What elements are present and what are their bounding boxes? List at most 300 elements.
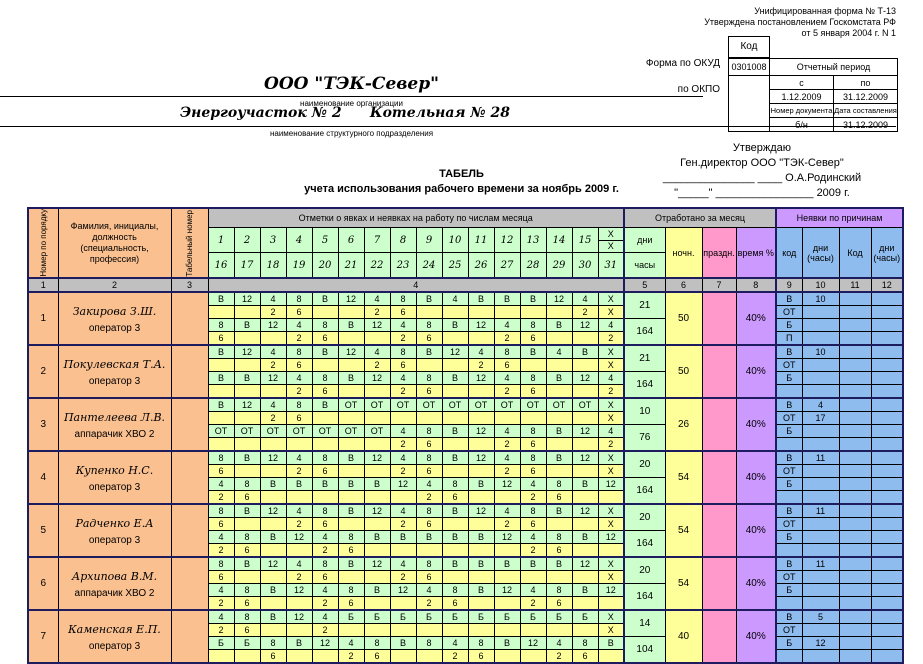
day-cell: В [286,478,312,491]
day-cell: 8 [520,504,546,518]
day-cell: В [312,292,338,306]
day-subcell [520,359,546,372]
hours-total: 76 [624,425,665,452]
absence-code2 [839,624,871,637]
day-cell: В [338,478,364,491]
day-cell: В [520,292,546,306]
day-subcell: 6 [416,571,442,584]
timesheet-table [27,207,904,664]
approve-line: _______________ ____ О.А.Родинский [662,172,862,184]
day-cell: ОТ [338,425,364,438]
absence-code: Б [776,637,802,650]
day-cell: В [520,557,546,571]
day-cell: 12 [286,610,312,624]
day-cell: В [234,372,260,385]
day-header: 7 [364,228,390,253]
period-from: 1.12.2009 [770,90,834,104]
day-subcell [442,544,468,558]
day-cell: ОТ [468,398,494,412]
day-cell: 8 [286,292,312,306]
absence-code2 [839,332,871,346]
day-cell: В [494,557,520,571]
absence-code: Б [776,584,802,597]
row-number: 5 [28,504,58,557]
day-subcell [546,332,572,346]
day-subcell [468,491,494,505]
unified-form-line: Унифицированная форма № Т-13 [754,6,896,16]
absence-days [802,650,839,664]
day-cell: ОТ [338,398,364,412]
absence-days2 [871,557,903,571]
day-subcell: 6 [312,385,338,399]
day-subcell: 2 [390,438,416,452]
day-cell: 8 [234,531,260,544]
day-cell: 8 [312,451,338,465]
day-cell: 12 [312,637,338,650]
day-header: 12 [494,228,520,253]
day-cell: 8 [416,425,442,438]
day-subcell [208,359,234,372]
day-subcell [572,571,598,584]
day-subcell [546,438,572,452]
day-cell: ОТ [546,398,572,412]
day-subcell: 6 [520,438,546,452]
day-subcell [364,597,390,611]
day-subcell: 2 [598,385,624,399]
approve-line: Утверждаю [732,142,792,154]
day-subcell: 2 [494,332,520,346]
day-header: 14 [546,228,572,253]
day-cell: В [572,345,598,359]
day-subcell: 2 [208,544,234,558]
day-cell: 4 [494,425,520,438]
absence-code: Б [776,425,802,438]
row-number: 4 [28,451,58,504]
day-cell: В [208,292,234,306]
day-subcell [572,412,598,425]
row-number: 7 [28,610,58,663]
absence-days2 [871,451,903,465]
row-number: 3 [28,398,58,451]
day-subcell [546,624,572,637]
x-mark: X [599,229,624,241]
day-subcell [468,438,494,452]
day-subcell [364,624,390,637]
day-subcell: 6 [208,332,234,346]
day-subcell: 6 [390,306,416,319]
day-cell: В [468,478,494,491]
report-period-label: Отчетный период [770,59,898,76]
col-header-holiday: праздн. [702,228,736,279]
holiday-hours [702,398,736,451]
form-title [27,167,896,197]
day-cell: 12 [260,557,286,571]
day-subcell: 6 [312,518,338,531]
absence-days2 [871,306,903,319]
absence-code2 [839,292,871,306]
day-cell: 12 [572,319,598,332]
period-to-label: по [834,76,898,90]
day-cell: 8 [312,504,338,518]
day-subcell [364,412,390,425]
col-header-code: код [776,228,802,279]
tab-number [171,345,208,398]
absence-code: ОТ [776,571,802,584]
day-subcell [468,332,494,346]
day-cell: Б [390,610,416,624]
day-cell: 12 [260,372,286,385]
absence-code2 [839,398,871,412]
day-cell: Б [546,610,572,624]
day-cell: 12 [260,451,286,465]
day-subcell: 2 [390,385,416,399]
day-subcell: 2 [520,491,546,505]
col-header-number-text: Номер по порядку [38,209,48,277]
day-header: 19 [286,253,312,279]
col-header-code2: Код [839,228,871,279]
division-caption: наименование структурного подразделения [269,129,434,138]
night-hours: 50 [665,345,702,398]
employee-name: Архипова В.М. [71,570,158,583]
time-percent: 40% [736,610,776,663]
day-subcell [260,571,286,584]
day-cell: 4 [494,504,520,518]
day-subcell [572,624,598,637]
day-cell: В [468,292,494,306]
day-cell: 4 [312,531,338,544]
day-subcell: 6 [338,597,364,611]
day-cell: В [416,292,442,306]
absence-code: В [776,398,802,412]
day-cell: 12 [468,504,494,518]
tab-number [171,610,208,663]
day-subcell [364,571,390,584]
day-cell: В [442,425,468,438]
absence-code2 [839,584,871,597]
day-subcell [364,332,390,346]
day-cell: 8 [468,637,494,650]
days-total: 21 [624,345,665,372]
day-subcell [312,491,338,505]
day-cell: В [234,504,260,518]
day-subcell [286,650,312,664]
day-subcell: 2 [442,650,468,664]
absence-code [776,650,802,664]
absence-code2 [839,637,871,650]
day-cell: 4 [390,372,416,385]
day-cell: Б [338,610,364,624]
day-subcell: 2 [364,306,390,319]
employee-position: аппарачик ХВО 2 [74,429,155,440]
absence-code2 [839,306,871,319]
day-cell: 12 [494,531,520,544]
employee-cell [58,504,171,557]
day-subcell: 6 [234,624,260,637]
days-total: 10 [624,398,665,425]
day-cell: Б [442,610,468,624]
day-cell: В [572,478,598,491]
day-cell: 8 [442,478,468,491]
day-cell: 12 [494,584,520,597]
group-header-worked: Отработано за месяц [624,208,776,228]
day-cell-x: X [598,557,624,571]
day-subcell [234,359,260,372]
day-subcell: 6 [364,650,390,664]
day-cell: 8 [234,610,260,624]
day-cell: 4 [468,345,494,359]
absence-days2 [871,478,903,491]
day-subcell: 6 [416,385,442,399]
doc-date: 31.12.2009 [834,118,898,132]
absence-code: ОТ [776,518,802,531]
day-subcell: 6 [312,571,338,584]
day-subcell [364,518,390,531]
unified-form-line: Утверждена постановлением Госкомстата РФ [704,17,896,27]
col-header-number [28,208,58,278]
day-subcell [416,306,442,319]
day-subcell [442,571,468,584]
day-header: 2 [234,228,260,253]
col-header-tabnum-text: Табельный номер [185,209,194,277]
day-subcell: 2 [208,624,234,637]
employee-cell [58,398,171,451]
day-subcell: 6 [208,465,234,478]
day-subcell [520,571,546,584]
day-subcell [442,306,468,319]
col-number: 11 [839,278,871,292]
day-subcell [598,491,624,505]
absence-code [776,385,802,399]
day-subcell [234,571,260,584]
day-subcell-x: X [598,571,624,584]
day-subcell: 6 [572,650,598,664]
col-number: 12 [871,278,903,292]
day-cell: 12 [442,345,468,359]
absence-days: 5 [802,610,839,624]
absence-days2 [871,385,903,399]
day-cell-x: X [598,610,624,624]
time-percent: 40% [736,398,776,451]
day-cell: В [442,531,468,544]
absence-days: 11 [802,557,839,571]
day-subcell [572,544,598,558]
day-subcell: 2 [312,624,338,637]
col-number: 3 [171,278,208,292]
day-cell: ОТ [234,425,260,438]
day-subcell: 6 [416,518,442,531]
day-subcell: 2 [260,359,286,372]
absence-code: ОТ [776,624,802,637]
absence-code2 [839,544,871,558]
day-subcell [286,597,312,611]
day-subcell: 2 [286,332,312,346]
days-total: 20 [624,557,665,584]
absence-days2 [871,597,903,611]
approve-line: "_____" ________________ 2009 г. [674,187,850,199]
tab-number [171,557,208,610]
day-subcell: 6 [520,385,546,399]
day-subcell [572,518,598,531]
day-subcell [364,491,390,505]
day-cell: 8 [234,478,260,491]
absence-code2 [839,610,871,624]
absence-code [776,438,802,452]
approve-line: Ген.директор ООО "ТЭК-Север" [680,157,844,169]
day-cell: 8 [494,345,520,359]
absence-days: 4 [802,398,839,412]
day-subcell: 6 [520,332,546,346]
absence-days [802,372,839,385]
day-cell: 8 [520,425,546,438]
day-cell: 4 [208,478,234,491]
day-cell: 8 [286,398,312,412]
day-subcell [468,385,494,399]
day-subcell: 6 [442,491,468,505]
day-subcell [468,624,494,637]
day-subcell: 2 [286,385,312,399]
day-subcell: 6 [546,544,572,558]
day-header: 1 [208,228,234,253]
day-subcell [260,438,286,452]
day-subcell: 2 [520,597,546,611]
day-subcell: 2 [312,544,338,558]
absence-days2 [871,624,903,637]
absence-code2 [839,478,871,491]
day-subcell: 2 [364,359,390,372]
day-subcell: 2 [520,544,546,558]
absence-days [802,359,839,372]
night-hours: 50 [665,292,702,345]
day-cell: 12 [572,451,598,465]
day-cell: 12 [338,292,364,306]
day-cell: 8 [208,504,234,518]
day-cell: 8 [416,504,442,518]
absence-days2 [871,610,903,624]
day-cell: 8 [312,372,338,385]
hours-total: 104 [624,637,665,664]
absence-code2 [839,345,871,359]
day-cell: 4 [338,637,364,650]
row-number: 1 [28,292,58,345]
day-cell: 8 [208,557,234,571]
day-subcell: 6 [338,544,364,558]
org-name-caption: наименование организации [300,99,403,108]
day-subcell [390,650,416,664]
day-cell: В [416,531,442,544]
day-header: 10 [442,228,468,253]
day-cell: 4 [520,531,546,544]
absence-days [802,332,839,346]
day-cell: 12 [468,372,494,385]
col-number: 5 [624,278,665,292]
days-total: 21 [624,292,665,319]
day-cell: 4 [494,372,520,385]
absence-code2 [839,504,871,518]
day-cell: 12 [260,319,286,332]
day-cell: 4 [520,478,546,491]
day-subcell: 6 [390,359,416,372]
day-cell: В [260,584,286,597]
day-subcell [338,624,364,637]
day-subcell [546,412,572,425]
day-cell: 12 [598,478,624,491]
employee-position: оператор 3 [88,323,141,334]
day-cell: Б [468,610,494,624]
day-header: 3 [260,228,286,253]
day-cell: В [390,637,416,650]
tab-number [171,398,208,451]
day-subcell [286,438,312,452]
day-cell: В [338,557,364,571]
doc-number: б/н [770,118,834,132]
days-total: 14 [624,610,665,637]
day-header: 22 [364,253,390,279]
holiday-hours [702,292,736,345]
day-cell: В [598,637,624,650]
day-subcell: 2 [546,650,572,664]
day-subcell [520,624,546,637]
day-cell: В [546,451,572,465]
absence-code2 [839,650,871,664]
employee-cell [58,345,171,398]
day-cell: 12 [260,504,286,518]
okud-label: Форма по ОКУД [645,58,720,69]
day-subcell: 6 [260,650,286,664]
day-cell: ОТ [520,398,546,412]
day-cell: В [312,398,338,412]
absence-days: 10 [802,345,839,359]
night-hours: 54 [665,504,702,557]
division-2: Котельная № 28 [369,105,510,121]
col-number: 1 [28,278,58,292]
day-cell: 8 [312,319,338,332]
day-subcell [312,438,338,452]
absence-days2 [871,584,903,597]
day-subcell: 2 [468,359,494,372]
day-subcell [208,438,234,452]
day-subcell [364,385,390,399]
day-subcell: 2 [286,571,312,584]
day-subcell [338,465,364,478]
employee-name: Радченко Е.А [75,517,154,530]
day-subcell: 2 [494,465,520,478]
absence-code2 [839,412,871,425]
day-subcell [598,544,624,558]
okpo-label: по ОКПО [677,84,720,95]
day-cell: 4 [312,584,338,597]
night-hours: 26 [665,398,702,451]
holiday-hours [702,504,736,557]
absence-days [802,518,839,531]
day-header: 21 [338,253,364,279]
day-cell: 12 [468,425,494,438]
day-cell: 4 [364,345,390,359]
day-cell: 12 [598,531,624,544]
day-cell: 8 [208,451,234,465]
day-subcell: 6 [520,465,546,478]
absence-days: 11 [802,451,839,465]
day-subcell [546,518,572,531]
day-subcell [312,412,338,425]
day-subcell [338,332,364,346]
day-subcell [494,650,520,664]
unified-form-line: от 5 января 2004 г. N 1 [801,28,896,38]
day-cell: 8 [546,478,572,491]
absence-days [802,571,839,584]
day-cell: 12 [364,451,390,465]
col-header-time: время % [736,228,776,279]
day-cell: Б [572,610,598,624]
